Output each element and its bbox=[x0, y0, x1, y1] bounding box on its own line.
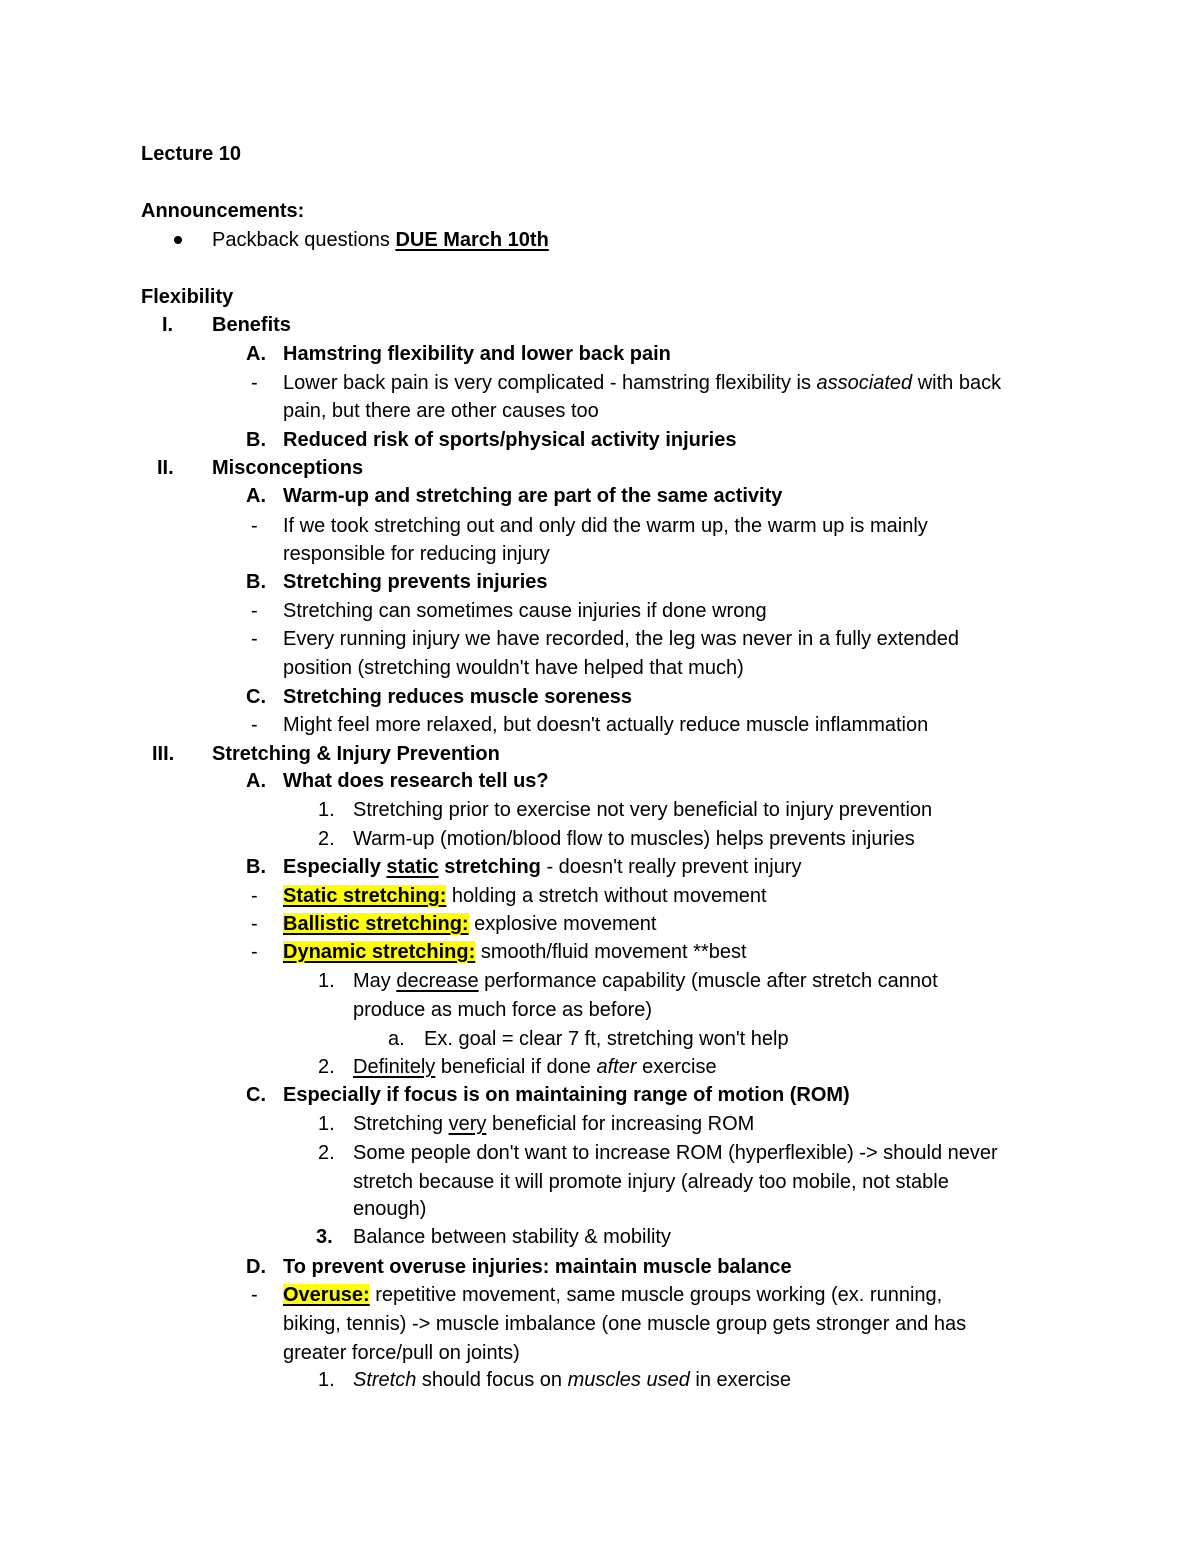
highlighted-term: Dynamic stretching: bbox=[283, 941, 476, 963]
highlighted-term: Ballistic stretching: bbox=[283, 913, 469, 935]
bullet-icon bbox=[174, 236, 182, 244]
due-date: DUE March 10th bbox=[395, 229, 549, 251]
highlighted-term: Static stretching: bbox=[283, 885, 447, 907]
highlighted-term: Overuse: bbox=[283, 1284, 370, 1306]
